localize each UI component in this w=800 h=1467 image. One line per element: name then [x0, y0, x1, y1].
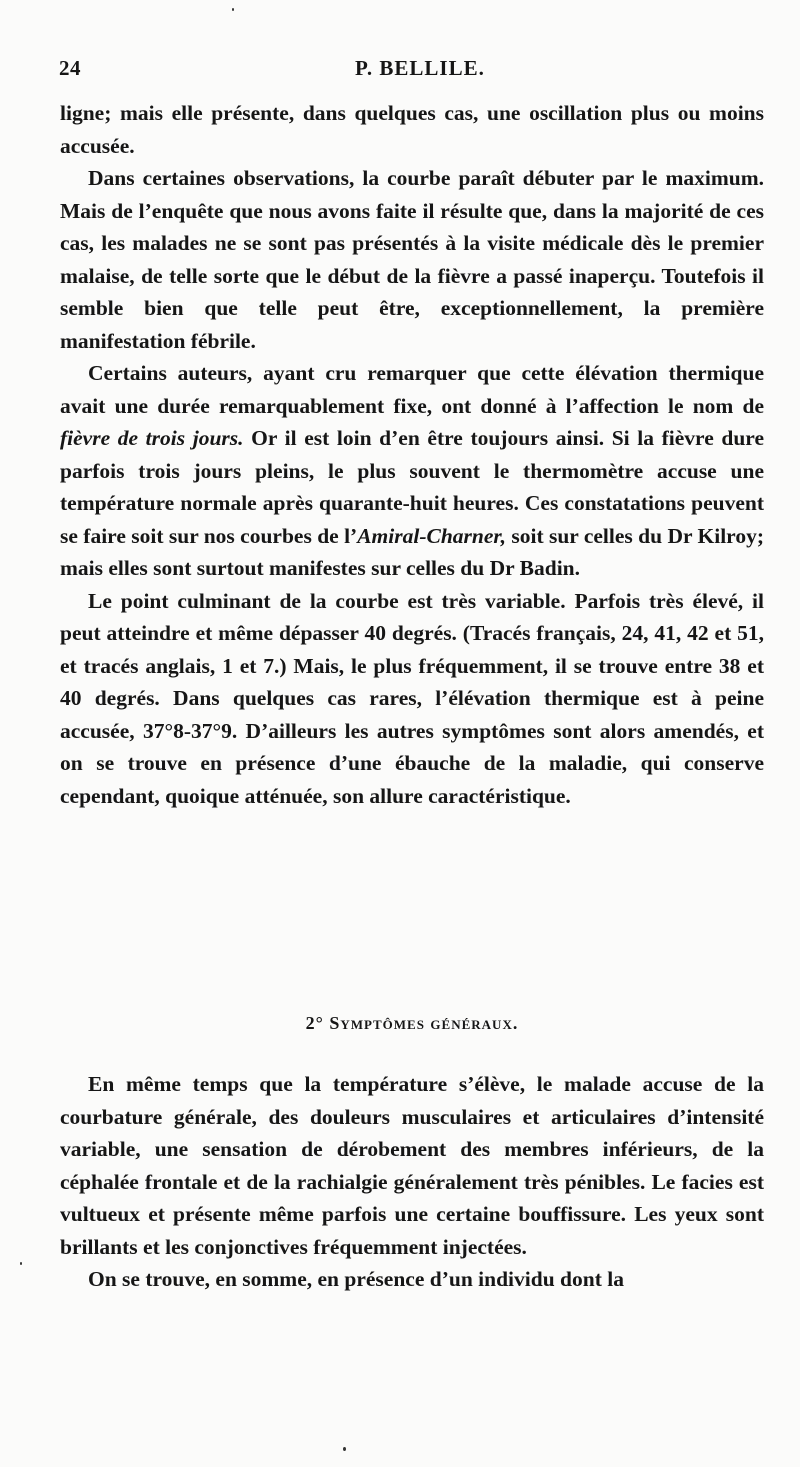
paragraph-text: soit sur celles du Dr Kilroy; mais elles sont surtout manifestes sur celles du Dr Badin. — [60, 523, 764, 580]
paragraph — [60, 1263, 764, 1296]
paragraph-text: Dans certaines observations, la courbe paraît débuter par le maximum. Mais de l’enquête que nous avons faite il résulte que, dans la majorité de ces cas, les malades ne se sont pas présentés à la visite médicale dès le premier malaise, de telle sorte que le début de la fièvre a passé inaperçu. Toutefois il semble bien que telle peut être, exceptionnellement, la première manifestation fébrile. — [60, 166, 764, 353]
paragraph-text: Certains auteurs, ayant cru remarquer que cette élévation thermique avait une durée remarquablement fixe, ont donné à l’affection le nom de — [60, 361, 764, 418]
paragraph — [60, 162, 764, 357]
section-title: 2° Symptômes généraux. — [305, 1013, 519, 1033]
italic-term: fièvre de trois jours. — [60, 426, 244, 450]
page-number: 24 — [59, 56, 81, 80]
paragraph — [60, 97, 764, 162]
paragraph — [60, 357, 764, 585]
paragraph-text: En même temps que la température s’élève, le malade accuse de la courbature générale, des douleurs musculaires et articulaires d’intensité variable, une sensation de dérobement des membres inférieurs, de la céphalée frontale et de la rachialgie généralement très pénibles. Le facies est vultueux et présente même parfois une certaine bouffissure. Les yeux sont brillants et les conjonctives fréquemment injectées. — [60, 1072, 764, 1259]
paragraph-text: Le point culminant de la courbe est très variable. Parfois très élevé, il peut atteindre et même dépasser 40 degrés. (Tracés français, 24, 41, 42 et 51, et tracés anglais, 1 et 7.) Mais, le plus fréquemment, il se trouve entre 38 et 40 degrés. Dans quelques cas rares, l’élévation thermique est à peine accusée, 37°8-37°9. D’ailleurs les autres symptômes sont alors amendés, et on se trouve en présence d’une ébauche de la maladie, qui conserve cependant, quoique atténuée, son allure caractéristique. — [60, 588, 764, 808]
paragraph-text: ligne; mais elle présente, dans quelques cas, une oscillation plus ou moins accusée. — [60, 101, 764, 158]
paragraph-text: Or il est loin d’en être toujours ainsi. Si la fièvre dure parfois trois jours pleins, le plus souvent le thermomètre accuse une température normale après quarante-huit heures. Ces constatations peuvent se faire soit sur nos courbes de l’ — [60, 426, 764, 548]
paragraph-text: On se trouve, en somme, en présence d’un individu dont la — [88, 1267, 624, 1291]
paragraph — [60, 585, 764, 813]
print-speck — [232, 8, 234, 11]
body-text-top — [60, 97, 764, 812]
paragraph — [60, 1068, 764, 1263]
print-speck — [20, 1262, 22, 1265]
italic-ship-name: Amiral-Charner, — [357, 523, 506, 548]
print-speck — [343, 1447, 346, 1451]
page-header — [59, 56, 760, 90]
body-text-bottom — [60, 1068, 764, 1296]
running-head: P. BELLILE. — [355, 56, 485, 80]
